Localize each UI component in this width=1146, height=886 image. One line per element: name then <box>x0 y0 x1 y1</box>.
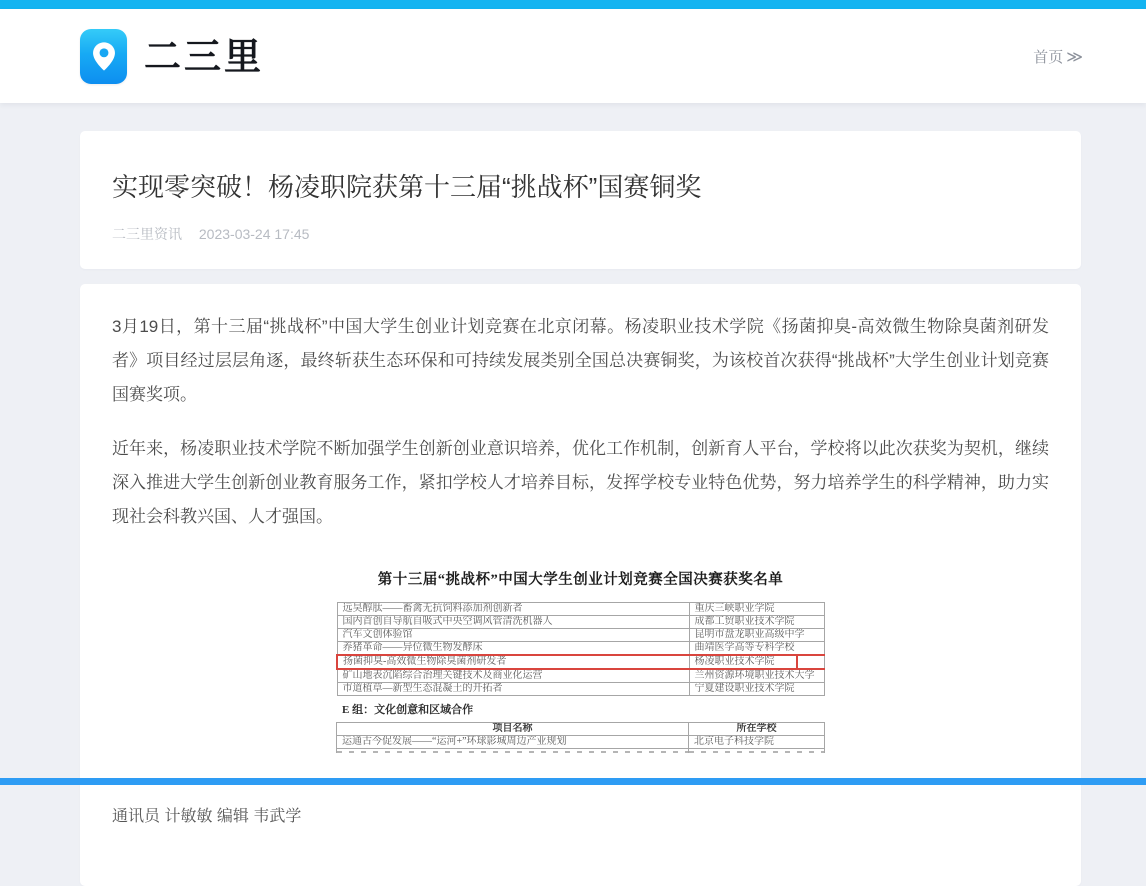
brand-logo[interactable] <box>80 29 264 84</box>
bottom-accent-bar <box>0 778 1146 785</box>
school-cell: 北京电子科技学院 <box>689 735 825 748</box>
award-list-document <box>336 568 825 754</box>
page-content <box>80 131 1081 886</box>
group-e-label: E 组：文化创意和区域合作 <box>342 703 474 716</box>
article-date: 2023-03-24 17:45 <box>198 225 310 242</box>
table-row <box>337 615 825 628</box>
project-cell: 矿山地表沉陷综合治理关键技术及商业化运营 <box>337 669 689 683</box>
article-byline <box>112 224 1049 244</box>
project-cell: 汽车文创体验馆 <box>337 628 689 641</box>
site-header <box>0 9 1146 103</box>
school-cell: 宁夏建设职业技术学院 <box>689 682 825 695</box>
award-list-title: 第十三届“挑战杯”中国大学生创业计划竞赛全国决赛获奖名单 <box>377 571 784 588</box>
article-body-card <box>80 284 1081 886</box>
project-cell: 市道植草—新型生态混凝土的开拓者 <box>337 682 689 695</box>
article-source: 二三里资讯 <box>112 225 182 242</box>
project-cell: 养猪革命——异位微生物发酵床 <box>337 641 689 655</box>
partial-cut-row <box>337 748 825 753</box>
top-accent-bar <box>0 0 1146 9</box>
table-row <box>337 641 825 655</box>
school-cell: 曲靖医学高等专科学校 <box>689 641 825 655</box>
school-column-header: 所在学校 <box>689 722 825 735</box>
award-table-group-e <box>336 722 825 754</box>
table-header-row <box>337 722 825 735</box>
header-inner <box>80 9 1081 103</box>
project-cell: 国内首创自导航自吸式中央空调风管清洗机器人 <box>337 615 689 628</box>
highlighted-table-row <box>337 655 825 669</box>
location-pin-icon <box>80 29 127 84</box>
award-list-image <box>112 568 1049 754</box>
award-table-group-d <box>336 602 825 696</box>
article-title: 实现零突破！杨凌职院获第十三届“挑战杯”国赛铜奖 <box>112 172 702 202</box>
article-paragraph-1: 3月19日，第十三届“挑战杯”中国大学生创业计划竞赛在北京闭幕。杨凌职业技术学院《扬菌抑臭-高效微生物除臭菌剂研发者》项目经过层层角逐，最终斩获生态环保和可持续发展类别全国总决赛铜奖，为该校首次获得“挑战杯”大学生创业计划竞赛国赛奖项。 <box>112 316 1049 404</box>
table-row <box>337 628 825 641</box>
table-row <box>337 669 825 683</box>
project-cell: 扬菌抑臭-高效微生物除臭菌剂研发者 <box>337 655 689 669</box>
article-credits: 通讯员 计敏敏 编辑 韦武学 <box>112 808 302 826</box>
project-cell: 远昊醇肽——畜禽无抗饲料添加剂创新者 <box>337 602 689 615</box>
school-cell: 杨凌职业技术学院 <box>689 655 825 669</box>
project-cell: 运通古今促发展——“运河+”环球影城周边产业规划 <box>337 735 689 748</box>
table-row <box>337 682 825 695</box>
school-cell: 成都工贸职业技术学院 <box>689 615 825 628</box>
school-cell: 昆明市盘龙职业高级中学 <box>689 628 825 641</box>
brand-name: 二三里 <box>144 35 264 77</box>
article-header-card <box>80 131 1081 269</box>
home-link-label: 首页 <box>1033 48 1064 66</box>
table-row <box>337 602 825 615</box>
project-column-header: 项目名称 <box>337 722 689 735</box>
school-cell: 兰州资源环境职业技术大学 <box>689 669 825 683</box>
double-chevron-icon: ≫ <box>1066 48 1081 66</box>
table-row <box>337 735 825 748</box>
school-cell: 重庆三峡职业学院 <box>689 602 825 615</box>
article-paragraph-2: 近年来，杨凌职业技术学院不断加强学生创新创业意识培养，优化工作机制，创新育人平台，学校将以此次获奖为契机，继续深入推进大学生创新创业教育服务工作，紧扣学校人才培养目标，发挥学校专业特色优势，努力培养学生的科学精神，助力实现社会科教兴国、人才强国。 <box>112 438 1049 526</box>
home-link[interactable] <box>1033 46 1081 67</box>
